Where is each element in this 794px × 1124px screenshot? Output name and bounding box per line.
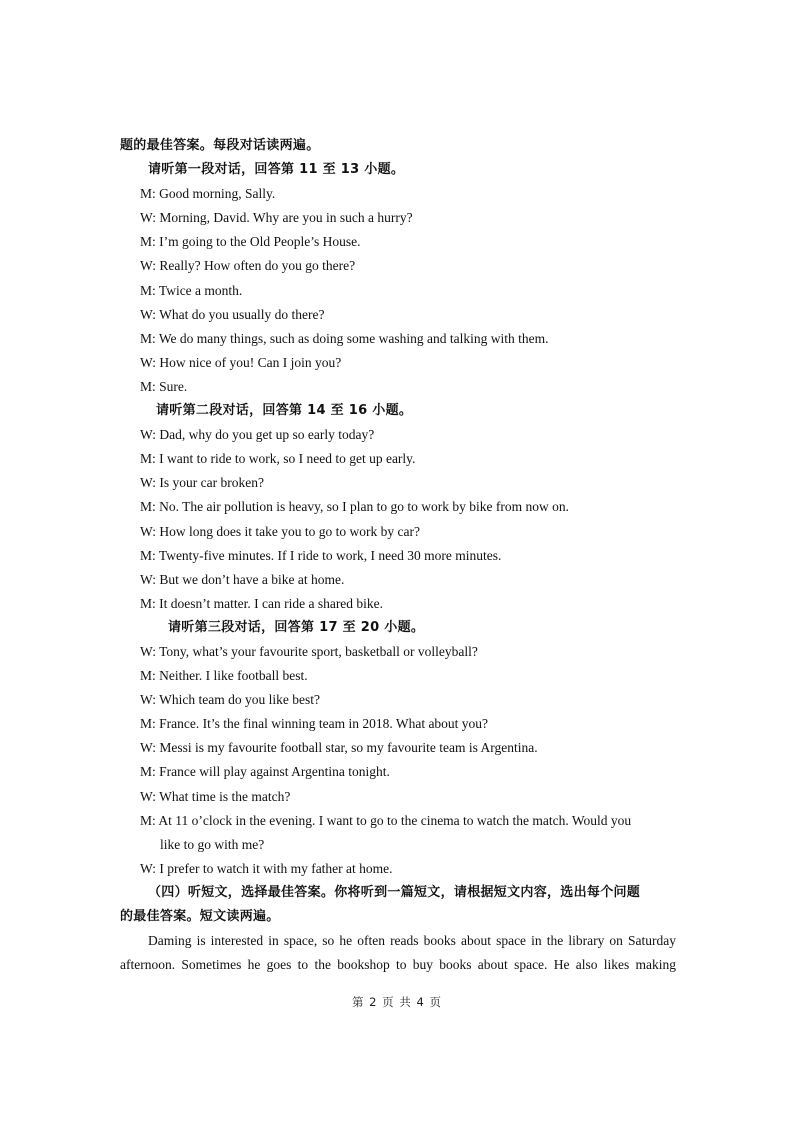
dialogue-line: W: Dad, why do you get up so early today?	[140, 427, 375, 443]
page-content	[120, 134, 676, 977]
dialogue-line: W: Morning, David. Why are you in such a hurry?	[140, 210, 413, 226]
dialogue-line: W: Which team do you like best?	[140, 692, 320, 708]
dialogue-line: M: Twenty-five minutes. If I ride to work, I need 30 more minutes.	[140, 547, 502, 563]
dialogue-line: W: How long does it take you to go to work by car?	[140, 523, 420, 539]
passage-line: Daming is interested in space, so he often reads books about space in the library on Saturday	[148, 933, 676, 949]
dialogue-line: M: I’m going to the Old People’s House.	[140, 234, 361, 250]
dialogue-line: M: I want to ride to work, so I need to get up early.	[140, 451, 416, 467]
dialogue-line: M: It doesn’t matter. I can ride a shared bike.	[140, 595, 384, 611]
part4-instruction: （四）听短文，选择最佳答案。你将听到一篇短文，请根据短文内容，选出每个问题	[148, 884, 641, 900]
dialogue-line: M: Twice a month.	[140, 282, 243, 298]
dialogue-line: M: France. It’s the final winning team in 2018. What about you?	[140, 716, 489, 732]
section1-heading: 请听第一段对话，回答第 11 至 13 小题。	[148, 162, 405, 178]
dialogue-line: W: Messi is my favourite football star, so my favourite team is Argentina.	[140, 740, 538, 756]
page-footer: 第 2 页 共 4 页	[352, 995, 442, 1009]
passage-line: afternoon. Sometimes he goes to the bookshop to buy books about space. He also likes making	[120, 957, 676, 973]
part4-instruction-cont: 的最佳答案。短文读两遍。	[120, 909, 280, 924]
dialogue-line: W: What do you usually do there?	[140, 306, 325, 322]
dialogue-line: W: But we don’t have a bike at home.	[140, 571, 345, 587]
section2-heading: 请听第二段对话，回答第 14 至 16 小题。	[156, 403, 413, 419]
dialogue-line: W: What time is the match?	[140, 788, 291, 804]
dialogue-line: W: Tony, what’s your favourite sport, basketball or volleyball?	[140, 643, 478, 659]
dialogue-line: M: France will play against Argentina tonight.	[140, 764, 390, 780]
dialogue-line: M: Sure.	[140, 378, 188, 394]
intro-line: 题的最佳答案。每段对话读两遍。	[120, 138, 320, 153]
dialogue-line: M: No. The air pollution is heavy, so I plan to go to work by bike from now on.	[140, 499, 569, 515]
dialogue-line: M: Good morning, Sally.	[140, 186, 276, 202]
dialogue-line-continuation: like to go with me?	[160, 836, 265, 852]
dialogue-line: W: I prefer to watch it with my father at home.	[140, 860, 393, 876]
dialogue-line: M: Neither. I like football best.	[140, 668, 308, 684]
section3-heading: 请听第三段对话，回答第 17 至 20 小题。	[168, 619, 425, 635]
dialogue-line: W: How nice of you! Can I join you?	[140, 354, 342, 370]
dialogue-line: M: We do many things, such as doing some washing and talking with them.	[140, 330, 549, 346]
dialogue-line: W: Is your car broken?	[140, 475, 264, 491]
dialogue-line: M: At 11 o’clock in the evening. I want to go to the cinema to watch the match. Would you	[140, 812, 632, 828]
dialogue-line: W: Really? How often do you go there?	[140, 258, 356, 274]
